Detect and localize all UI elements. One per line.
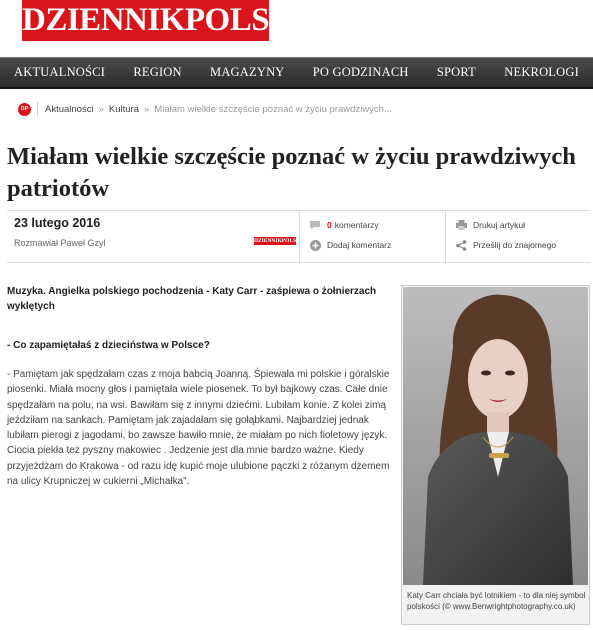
nav-item-po-godzinach[interactable]: PO GODZINACH <box>312 65 409 79</box>
article-date: 23 lutego 2016 <box>14 216 101 230</box>
photo-caption: Katy Carr chciała być lotnikiem - to dla niej symbol polskości (© www.Benwrightphotography.co.uk) <box>407 591 586 611</box>
meta-comments <box>299 211 445 264</box>
share-label: Prześlij do znajomego <box>473 240 557 250</box>
breadcrumb-aktualnosci[interactable]: Aktualności <box>45 103 94 115</box>
article-photo-figure <box>401 285 590 625</box>
meta-actions <box>445 211 590 264</box>
add-comment-link[interactable] <box>309 239 391 251</box>
printer-icon <box>455 219 467 231</box>
site-logo[interactable]: DZIENNIKPOLSKI <box>22 0 269 41</box>
article-meta <box>7 210 590 263</box>
add-comment-label: Dodaj komentarz <box>327 240 392 250</box>
comments-link[interactable] <box>309 219 379 231</box>
dp-home-icon[interactable]: DP <box>18 103 31 116</box>
comments-count: 0 <box>327 220 332 230</box>
breadcrumb-divider <box>37 102 38 116</box>
breadcrumb-arrow-icon: » <box>144 103 150 115</box>
share-icon <box>455 239 467 251</box>
breadcrumb-arrow-icon: » <box>98 103 104 115</box>
print-label: Drukuj artykuł <box>473 220 525 230</box>
nav-item-magazyny[interactable]: MAGAZYNY <box>210 65 285 79</box>
breadcrumb-current: Miałam wielkie szczęście poznać w życiu prawdziwych... <box>154 103 392 115</box>
interview-question: - Co zapamiętałaś z dzieciństwa w Polsce? <box>7 340 210 351</box>
article-author: Rozmawiał Paweł Gzyl <box>14 238 106 248</box>
source-logo: DZIENNIKPOLSKI <box>254 238 303 244</box>
nav-item-region[interactable]: REGION <box>133 65 182 79</box>
comments-label: komentarzy <box>334 220 379 230</box>
share-link[interactable] <box>455 239 556 251</box>
nav-item-sport[interactable]: SPORT <box>436 65 476 79</box>
nav-item-nekrologi[interactable]: NEKROLOGI <box>504 65 579 79</box>
speech-bubble-icon <box>309 219 321 231</box>
print-link[interactable] <box>455 219 525 231</box>
plus-circle-icon <box>309 239 321 251</box>
main-nav <box>0 57 593 89</box>
interview-answer: - Pamiętam jak spędzałam czas z moja babcią Joanną. Śpiewała mi polskie i góralskie piosenki. Miała mocny głos i pamiętała wiele piosenek. To był bajkowy czas. Całe dnie spędzałam na polu, na wsi. Bawiłam się z innymi dziećmi. Lubiłam konie. Z kolei zimą jeździłam na sankach. Pamiętam jak zajadałam się gołąbkami. Najbardziej jednak lubiłam pierogi z jagodami, bo zawsze bawiło mnie, że miałam po nich fioletowy język. Ciocia piekła też pyszny makowiec . Jedzenie jest dla mnie bardzo ważne. Kiedy przyjeżdżam do Krakowa - od razu idę kupić moje ulubione pączki z różanym dżemem na ulicy Krupniczej w cukierni „Michałka”. <box>7 369 390 488</box>
article-lead: Muzyka. Angielka polskiego pochodzenia - Katy Carr - zaśpiewa o żołnierzach wyklętych <box>7 286 377 312</box>
nav-item-aktualnosci[interactable]: AKTUALNOŚCI <box>14 65 106 79</box>
article-photo[interactable] <box>403 287 588 585</box>
meta-date-author <box>7 211 303 264</box>
article-title: Miałam wielkie szczęście poznać w życiu prawdziwych patriotów <box>7 143 576 202</box>
breadcrumb-kultura[interactable]: Kultura <box>108 103 139 115</box>
breadcrumb <box>18 101 392 117</box>
